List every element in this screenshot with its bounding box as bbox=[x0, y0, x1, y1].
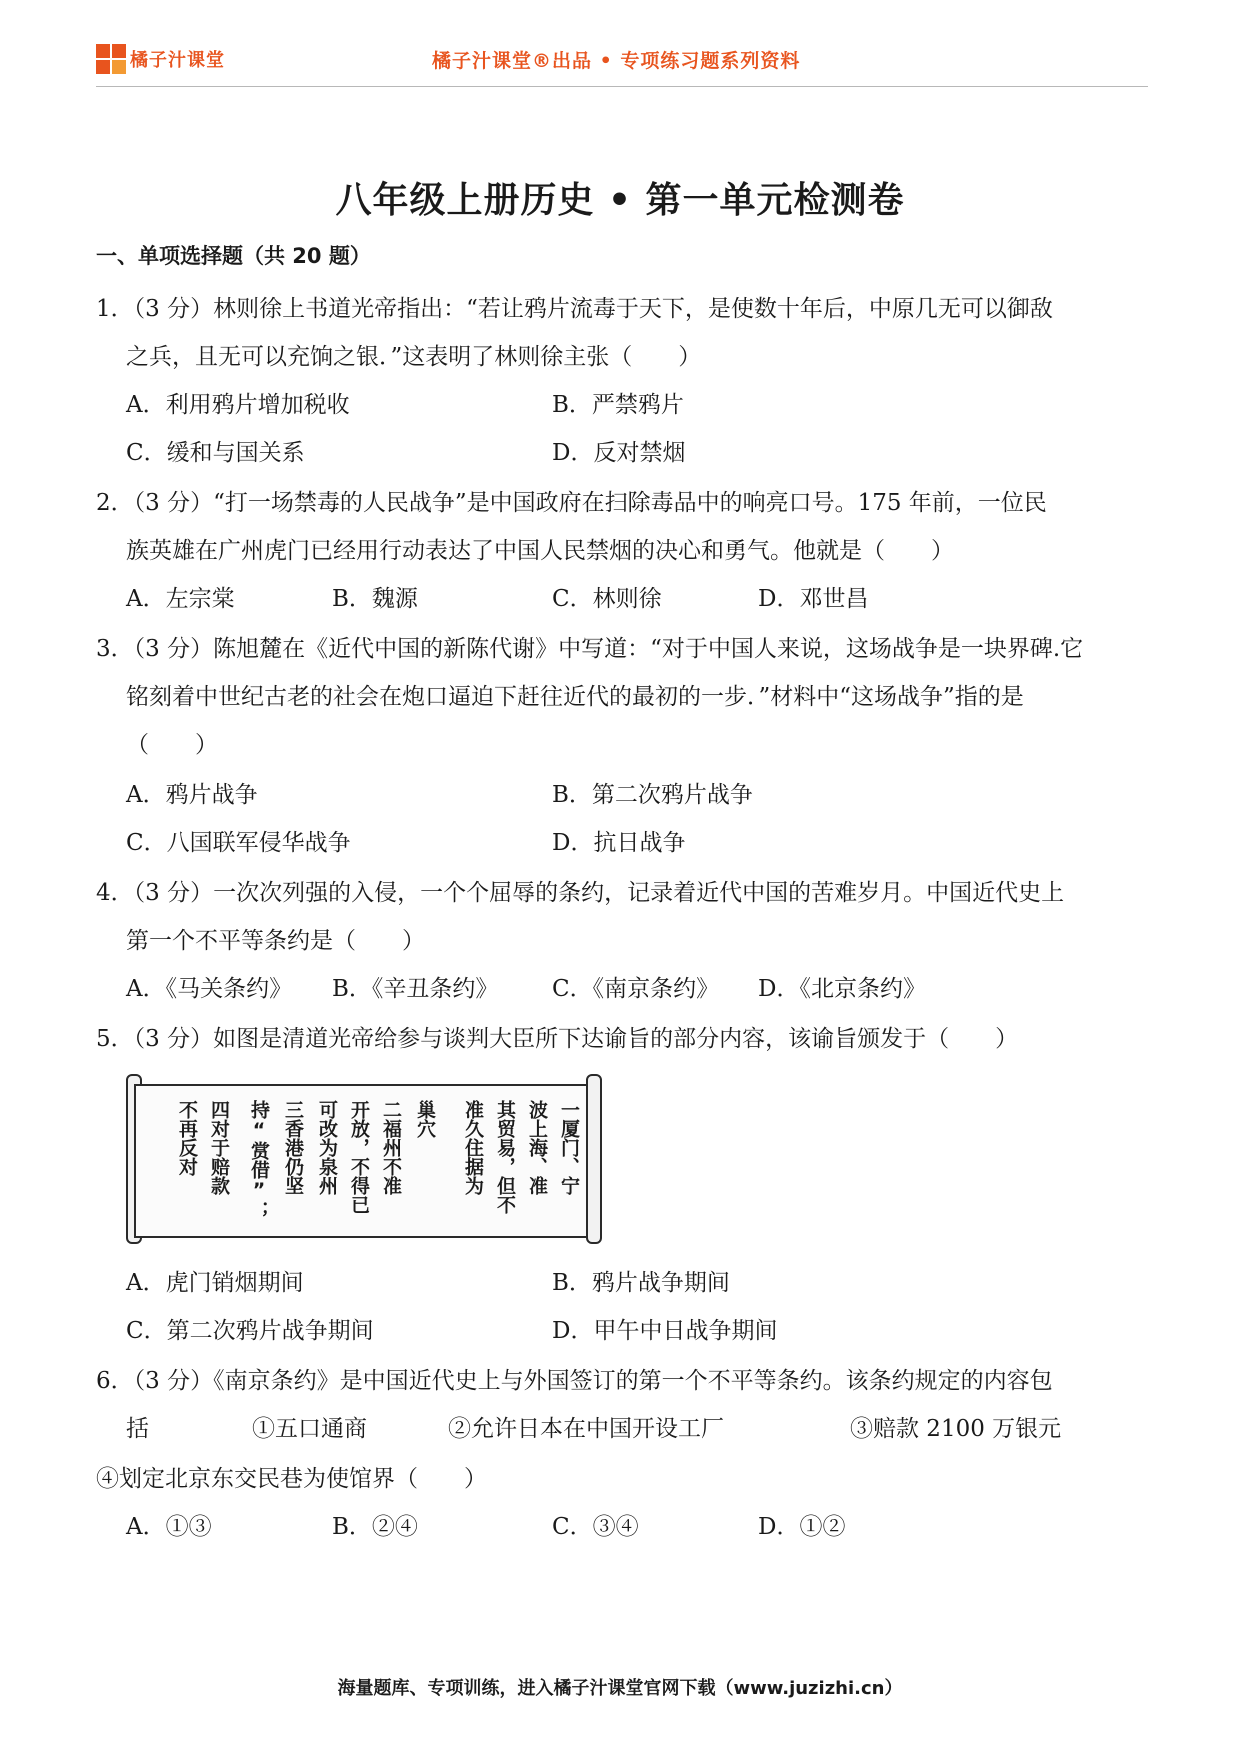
question-3-line-2: 铭刻着中世纪古老的社会在炮口逼迫下赶往近代的最初的一步．”材料中“这场战争”指的是 bbox=[126, 684, 1024, 710]
scroll-column: 三香港仍坚 bbox=[282, 1100, 304, 1195]
q5-option-d: D．甲午中日战争期间 bbox=[552, 1318, 778, 1344]
scroll-roll-right bbox=[586, 1074, 602, 1244]
logo-icon bbox=[96, 44, 126, 74]
document-title: 八年级上册历史 • 第一单元检测卷 bbox=[335, 180, 905, 221]
scroll-column: 四对于赔款 bbox=[208, 1100, 230, 1195]
q3-option-d: D．抗日战争 bbox=[552, 830, 686, 856]
q3-option-b: B．第二次鸦片战争 bbox=[552, 782, 753, 808]
scroll-column: 可改为泉州 bbox=[316, 1100, 338, 1195]
scroll-body bbox=[134, 1084, 598, 1238]
q5-option-c: C．第二次鸦片战争期间 bbox=[126, 1318, 374, 1344]
question-3-line-3: （ ） bbox=[126, 732, 218, 758]
scroll-column: 不再反对 bbox=[176, 1100, 198, 1176]
q2-option-b: B．魏源 bbox=[332, 586, 418, 612]
q6-option-a: A．①③ bbox=[126, 1514, 212, 1540]
question-6-line-1: 6．（3 分）《南京条约》是中国近代史上与外国签订的第一个不平等条约。该条约规定的内容包 bbox=[96, 1368, 1053, 1394]
question-1-line-2: 之兵，且无可以充饷之银．”这表明了林则徐主张（ ） bbox=[126, 344, 702, 370]
q3-option-a: A．鸦片战争 bbox=[126, 782, 258, 808]
scroll-column: 准久住据为 bbox=[462, 1100, 484, 1195]
scroll-column: 开放，不得已 bbox=[348, 1100, 370, 1214]
section-heading: 一、单项选择题（共 20 题） bbox=[96, 244, 371, 268]
q2-option-c: C．林则徐 bbox=[552, 586, 662, 612]
question-6-item-3: ③赔款 2100 万银元 bbox=[850, 1416, 1062, 1442]
scroll-column: 波上海、准 bbox=[526, 1100, 548, 1195]
question-2-line-2: 族英雄在广州虎门已经用行动表达了中国人民禁烟的决心和勇气。他就是（ ） bbox=[126, 538, 954, 564]
q4-option-b: B．《辛丑条约》 bbox=[332, 976, 499, 1002]
scroll-column: 二福州不准 bbox=[380, 1100, 402, 1195]
q2-option-d: D．邓世昌 bbox=[758, 586, 869, 612]
q1-option-c: C．缓和与国关系 bbox=[126, 440, 305, 466]
q1-option-b: B．严禁鸦片 bbox=[552, 392, 684, 418]
question-5-line-1: 5．（3 分）如图是清道光帝给参与谈判大臣所下达谕旨的部分内容，该谕旨颁发于（ ） bbox=[96, 1026, 1019, 1052]
question-6-item-2: ②允许日本在中国开设工厂 bbox=[448, 1416, 724, 1442]
scroll-column: 其贸易，但不 bbox=[494, 1100, 516, 1214]
brand-logo bbox=[96, 44, 225, 74]
scroll-column: 持“赏借”； bbox=[248, 1100, 270, 1220]
question-2-line-1: 2．（3 分）“打一场禁毒的人民战争”是中国政府在扫除毒品中的响亮口号。175 年前，一位民 bbox=[96, 490, 1047, 516]
question-1-line-1: 1．（3 分）林则徐上书道光帝指出：“若让鸦片流毒于天下，是使数十年后，中原几无可以御敌 bbox=[96, 296, 1053, 322]
question-3-line-1: 3．（3 分）陈旭麓在《近代中国的新陈代谢》中写道：“对于中国人来说，这场战争是一块界碑.它 bbox=[96, 636, 1084, 662]
q4-option-a: A．《马关条约》 bbox=[126, 976, 293, 1002]
question-6-item-1: ①五口通商 bbox=[252, 1416, 367, 1442]
q6-option-b: B．②④ bbox=[332, 1514, 418, 1540]
q3-option-c: C．八国联军侵华战争 bbox=[126, 830, 351, 856]
q2-option-a: A．左宗棠 bbox=[126, 586, 235, 612]
q5-option-b: B．鸦片战争期间 bbox=[552, 1270, 730, 1296]
scroll-column: 巢穴 bbox=[414, 1100, 436, 1138]
q1-option-a: A．利用鸦片增加税收 bbox=[126, 392, 350, 418]
header-title: 橘子汁课堂®出品 • 专项练习题系列资料 bbox=[432, 50, 801, 72]
q5-option-a: A．虎门销烟期间 bbox=[126, 1270, 304, 1296]
logo-text: 橘子汁课堂 bbox=[130, 50, 225, 71]
question-6-line-2: 括 bbox=[126, 1416, 149, 1442]
question-6-item-4: ④划定北京东交民巷为使馆界（ ） bbox=[96, 1466, 487, 1492]
q6-option-d: D．①② bbox=[758, 1514, 846, 1540]
q4-option-d: D．《北京条约》 bbox=[758, 976, 926, 1002]
page-footer: 海量题库、专项训练，进入橘子汁课堂官网下载（www.juzizhi.cn） bbox=[337, 1678, 903, 1699]
question-4-line-1: 4．（3 分）一次次列强的入侵，一个个屈辱的条约，记录着近代中国的苦难岁月。中国近代史上 bbox=[96, 880, 1065, 906]
question-4-line-2: 第一个不平等条约是（ ） bbox=[126, 928, 425, 954]
q1-option-d: D．反对禁烟 bbox=[552, 440, 686, 466]
edict-scroll-image bbox=[126, 1072, 602, 1242]
q6-option-c: C．③④ bbox=[552, 1514, 639, 1540]
q4-option-c: C．《南京条约》 bbox=[552, 976, 720, 1002]
scroll-column: 一厦门、宁 bbox=[558, 1100, 580, 1195]
page-header bbox=[96, 40, 1148, 87]
